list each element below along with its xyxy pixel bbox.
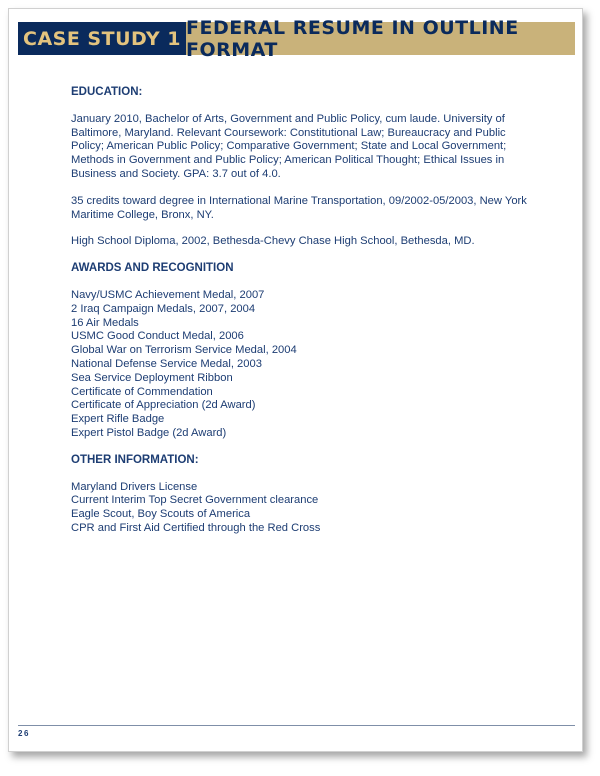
education-heading: EDUCATION: xyxy=(71,86,143,98)
other-info-item: Current Interim Top Secret Government clearance xyxy=(71,494,319,507)
other-info-item: Maryland Drivers License xyxy=(71,480,198,493)
award-item: Global War on Terrorism Service Medal, 2004 xyxy=(71,344,297,357)
award-item: USMC Good Conduct Medal, 2006 xyxy=(71,330,244,343)
other-info-item: CPR and First Aid Certified through the Red Cross xyxy=(71,521,321,534)
other-info-list xyxy=(71,481,541,536)
award-item: Certificate of Appreciation (2d Award) xyxy=(71,399,256,412)
page-header xyxy=(18,16,575,61)
other-info-heading: OTHER INFORMATION: xyxy=(71,453,199,466)
award-item: Certificate of Commendation xyxy=(71,385,213,398)
document-page xyxy=(8,8,583,752)
award-item: Sea Service Deployment Ribbon xyxy=(71,371,233,384)
awards-heading: AWARDS AND RECOGNITION xyxy=(71,262,234,275)
education-entry: January 2010, Bachelor of Arts, Government and Public Policy, cum laude. University of Baltimore, Maryland. Relevant Coursework: Constitutional Law; Bureaucracy and Public Policy; American Public Policy; Comparative Government; State and Local Government; Methods in Government and Public Policy; American Political Thought; Ethical Issues in Business and Society. GPA: 3.7 out of 4.0. xyxy=(71,112,507,180)
other-info-item: Eagle Scout, Boy Scouts of America xyxy=(71,508,251,521)
awards-list xyxy=(71,289,541,441)
award-item: 2 Iraq Campaign Medals, 2007, 2004 xyxy=(71,302,256,315)
education-entry: 35 credits toward degree in International Marine Transportation, 09/2002-05/2003, New York Maritime College, Bronx, NY. xyxy=(71,194,527,221)
document-title: FEDERAL RESUME IN OUTLINE FORMAT xyxy=(186,22,575,55)
resume-content xyxy=(71,86,541,549)
education-entry: High School Diploma, 2002, Bethesda-Chevy Chase High School, Bethesda, MD. xyxy=(71,235,475,248)
award-item: Expert Rifle Badge xyxy=(71,413,165,426)
footer-divider xyxy=(18,725,575,726)
award-item: Navy/USMC Achievement Medal, 2007 xyxy=(71,288,265,301)
award-item: 16 Air Medals xyxy=(71,316,139,329)
award-item: Expert Pistol Badge (2d Award) xyxy=(71,426,227,439)
case-study-label: CASE STUDY 1 xyxy=(18,22,186,55)
award-item: National Defense Service Medal, 2003 xyxy=(71,357,262,370)
page-number: 26 xyxy=(18,729,30,738)
